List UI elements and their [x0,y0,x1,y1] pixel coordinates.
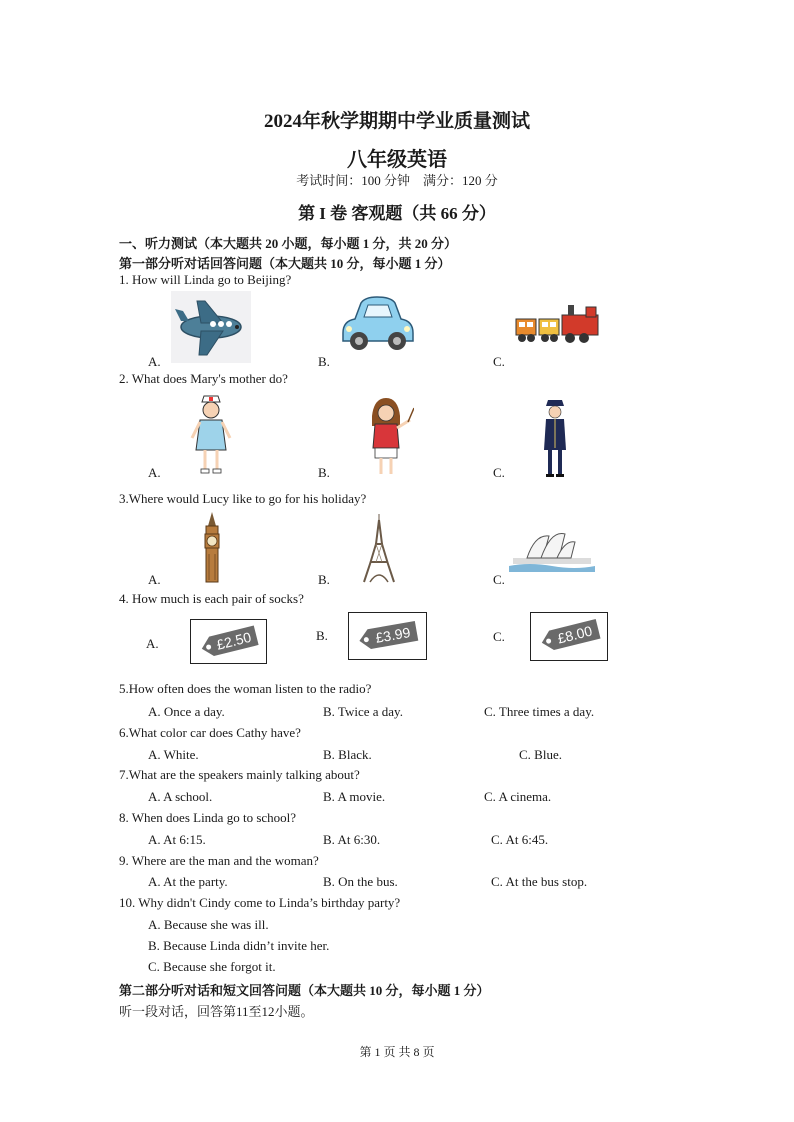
question-3: 3.Where would Lucy like to go for his holiday? [119,491,367,506]
exam-title: 2024年秋学期期中学业质量测试 [263,111,530,132]
option-9b: B. On the bus. [323,874,398,889]
exam-info: 考试时间：100 分钟 满分：120 分 [296,173,498,188]
train-icon [514,303,600,345]
option-8c: C. At 6:45. [491,832,549,847]
teacher-icon [364,396,414,476]
big-ben-icon [201,512,223,584]
section-heading: 一、听力测试（本大题共 20 小题，每小题 1 分，共 20 分） [119,236,458,251]
part2-heading: 第二部分听对话和短文回答问题（本大题共 10 分，每小题 1 分） [119,983,490,998]
option-8a: A. At 6:15. [148,832,206,847]
option-9c: C. At the bus stop. [491,874,588,889]
question-10: 10. Why didn't Cindy come to Linda’s birthday party? [119,895,401,910]
option-8b: B. At 6:30. [323,832,381,847]
question-2: 2. What does Mary's mother do? [119,371,288,386]
part2-instruction: 听一段对话，回答第11至12小题。 [119,1004,314,1019]
option-5a: A. Once a day. [148,704,225,719]
option-7b: B. A movie. [323,789,386,804]
option-2a: A. [148,465,161,480]
option-1b: B. [318,354,330,369]
price-label-a: £2.50 [214,628,253,653]
price-tag-b [348,612,427,660]
option-7a: A. A school. [148,789,213,804]
option-6c: C. Blue. [519,747,562,762]
option-10b: B. Because Linda didn’t invite her. [148,938,330,953]
option-1a: A. [148,354,161,369]
option-2b: B. [318,465,330,480]
option-6a: A. White. [148,747,199,762]
pilot-icon [540,398,570,478]
airplane-icon [171,291,251,363]
option-2c: C. [493,465,505,480]
option-3b: B. [318,572,330,587]
option-5b: B. Twice a day. [323,704,403,719]
eiffel-tower-icon [362,514,396,584]
option-3a: A. [148,572,161,587]
option-4c: C. [493,629,505,644]
price-tag-a [190,619,267,664]
price-label-c: £8.00 [555,622,594,647]
option-4b: B. [316,628,328,643]
price-label-b: £3.99 [374,624,412,646]
price-tag-c [530,612,608,661]
option-1c: C. [493,354,505,369]
part1-heading: 第一部分听对话回答问题（本大题共 10 分，每小题 1 分） [119,256,451,271]
question-9: 9. Where are the man and the woman? [119,853,319,868]
question-1: 1. How will Linda go to Beijing? [119,272,292,287]
page-number: 第 1 页 共 8 页 [359,1045,435,1059]
question-7: 7.What are the speakers mainly talking about? [119,767,360,782]
nurse-icon [190,394,232,476]
option-10c: C. Because she forgot it. [148,959,276,974]
option-3c: C. [493,572,505,587]
option-9a: A. At the party. [148,874,228,889]
volume-title: 第 I 卷 客观题（共 66 分） [298,204,496,223]
car-icon [337,291,417,355]
question-8: 8. When does Linda go to school? [119,810,297,825]
option-6b: B. Black. [323,747,372,762]
option-4a: A. [146,636,159,651]
option-5c: C. Three times a day. [484,704,595,719]
question-5: 5.How often does the woman listen to the radio? [119,681,372,696]
sydney-opera-house-icon [509,528,595,572]
question-6: 6.What color car does Cathy have? [119,725,301,740]
option-7c: C. A cinema. [484,789,552,804]
question-4: 4. How much is each pair of socks? [119,591,304,606]
subject-title: 八年级英语 [347,149,447,171]
option-10a: A. Because she was ill. [148,917,269,932]
